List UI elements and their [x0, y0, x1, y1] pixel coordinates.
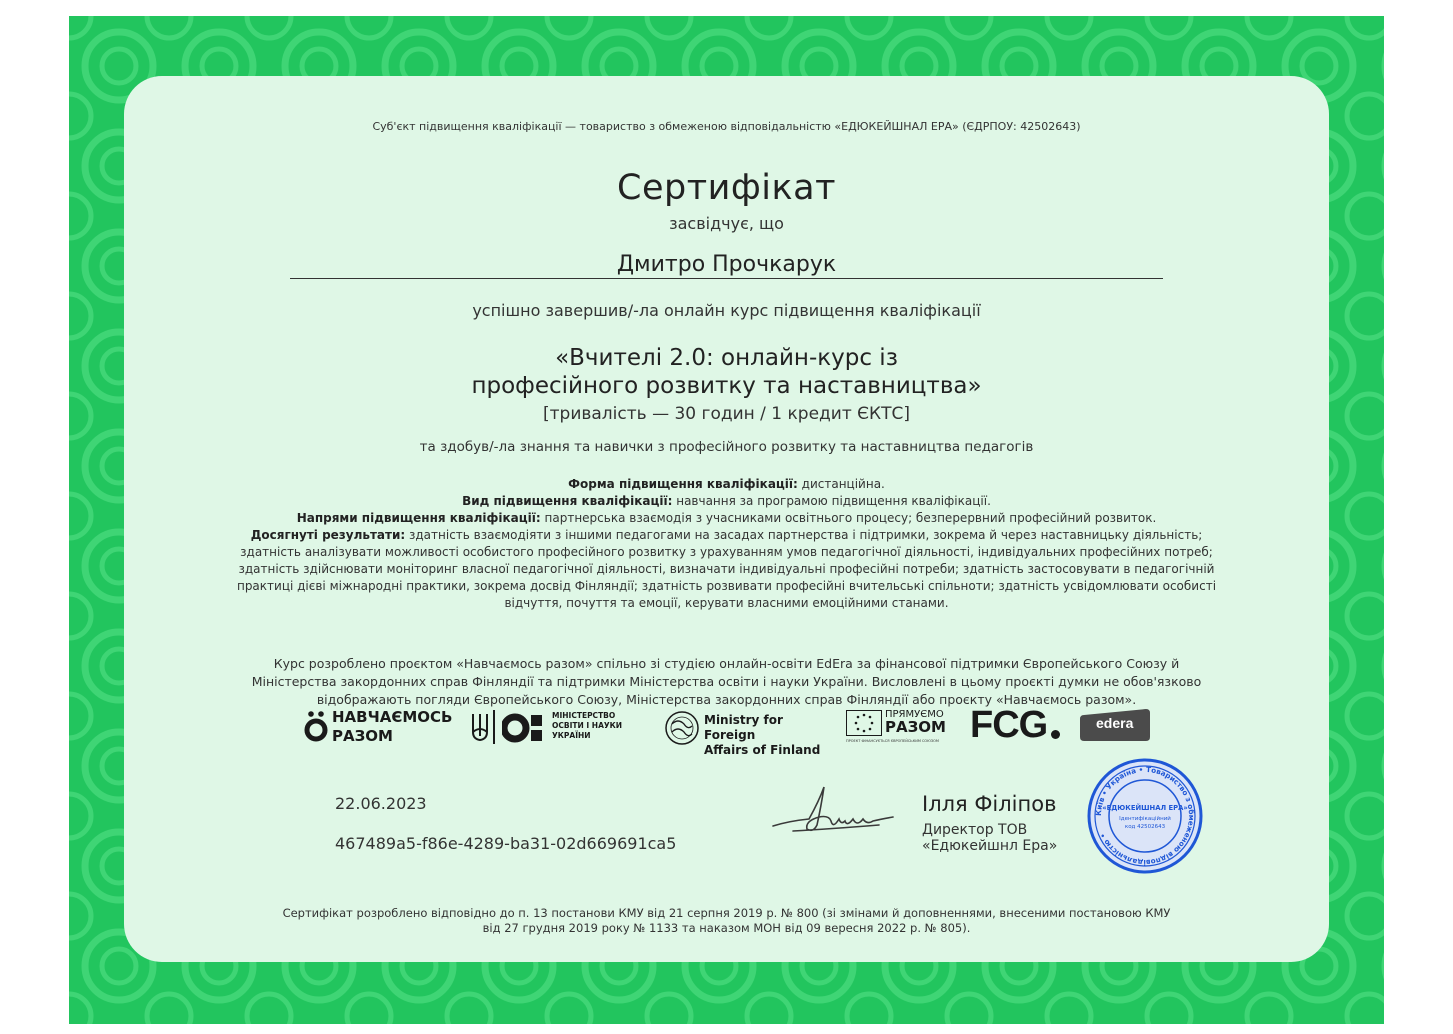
navchaemos-razom-logo	[304, 706, 454, 750]
seal-center-line2: Ідентифікаційний	[1119, 816, 1171, 822]
navchaemos-line2: РАЗОМ	[332, 727, 393, 745]
signer-role-line1: Директор ТОВ	[922, 822, 1028, 838]
course-title-line2: професійного розвитку та наставництва»	[471, 373, 982, 399]
seal-center-line3: код 42502643	[1124, 824, 1166, 830]
seal-outer-text: Київ • Україна • Товариство з обмеженою відповідальністю •	[1093, 764, 1197, 868]
pryamuemo-razom-logo	[846, 706, 956, 750]
course-duration: [тривалість — 30 годин / 1 кредит ЄКТС]	[543, 404, 910, 424]
mfa-globe-icon	[664, 710, 700, 746]
form-value: дистанційна.	[797, 477, 885, 491]
form-label: Форма підвищення кваліфікації:	[568, 477, 798, 491]
gained-skills-text: та здобув/-ла знання та навички з професійного розвитку та наставництва педагогів	[419, 439, 1034, 455]
course-title-line1: «Вчителі 2.0: онлайн-курс із	[555, 345, 898, 371]
results-row	[234, 527, 1219, 612]
pryamuemo-line1: ПРЯМУЄМО	[885, 709, 944, 720]
results-label: Досягнуті результати:	[250, 528, 406, 542]
qualification-details	[234, 476, 1219, 612]
type-value: навчання за програмою підвищення кваліфікації.	[672, 494, 991, 508]
legal-footnote: Сертифікат розроблено відповідно до п. 13 постанови КМУ від 21 серпня 2019 р. № 800 (зі змінами й доповненнями, внесеними постановою КМУ від 27 грудня 2019 року № 1133 та наказом МОН від 09 вересня 2022 р. № 805).	[282, 905, 1171, 935]
course-title	[124, 344, 1329, 400]
mon-line3: УКРАЇНИ	[552, 731, 591, 740]
eu-flag-icon	[846, 710, 882, 736]
seal-center-line1: «ЕДЮКЕЙШНАЛ ЕРА»	[1102, 804, 1188, 812]
name-underline	[290, 278, 1163, 279]
pryamuemo-line3: ПРОЕКТ ФІНАНСУЄТЬСЯ ЄВРОПЕЙСЬКИМ СОЮЗОМ	[846, 739, 939, 743]
recipient-name: Дмитро Прочкарук	[616, 252, 837, 277]
type-row	[234, 493, 1219, 510]
form-row	[234, 476, 1219, 493]
subject-line: Суб'єкт підвищення кваліфікації — товариство з обмеженою відповідальністю «ЕДЮКЕЙШНАЛ ЕРА» (ЄДРПОУ: 42502643)	[372, 120, 1081, 133]
type-label: Вид підвищення кваліфікації:	[462, 494, 673, 508]
issue-date: 22.06.2023	[335, 794, 427, 813]
edera-logo	[1080, 706, 1150, 750]
results-value: здатність взаємодіяти з іншими педагогами на засадах партнерства і підтримки, зокрема й через наставницьку діяльність; здатність аналізувати можливості особистого професійного розвитку з урахуванням умов педагогічної діяльності, індивідуальних професійних потреб; здатність здійснювати моніторинг власної педагогічної діяльності, визначати індивідуальні професійні потреби; здатність застосовувати в педагогічній практиці дієві міжнародні практики, зокрема досвід Фінляндії; здатність розвивати професійні вчительські спільноти; здатність усвідомлювати особисті відчуття, почуття та емоції, керувати власними емоційними станами.	[236, 528, 1217, 610]
certificate-title: Сертифікат	[617, 168, 836, 208]
navchaemos-line1: НАВЧАЄМОСЬ	[332, 708, 453, 726]
directions-value: партнерська взаємодія з учасниками освітнього процесу; безперервний професійний розвиток.	[540, 511, 1157, 525]
mon-ukraine-logo	[470, 706, 650, 750]
mon-mark-icon	[502, 713, 552, 743]
handwritten-signature	[769, 781, 899, 841]
signer-name: Ілля Філіпов	[922, 792, 1057, 816]
pryamuemo-line2: РАЗОМ	[885, 718, 946, 736]
mon-line1: МІНІСТЕРСТВО	[552, 711, 616, 720]
certificate-card	[124, 76, 1329, 962]
mfa-finland-logo	[664, 706, 834, 757]
directions-label: Напрями підвищення кваліфікації:	[296, 511, 541, 525]
edera-text: edera	[1096, 715, 1134, 731]
fcg-text: FCG	[970, 704, 1048, 746]
company-seal	[1086, 757, 1204, 875]
funding-note: Курс розроблено проєктом «Навчаємось разом» спільно зі студією онлайн-освіти EdEra за фінансової підтримки Європейського Союзу й Міністерства закордонних справ Фінляндії та підтримки Міністерства освіти і науки України. Висловлені в цьому проєкті думки не обов'язково відображають погляди Європейського Союзу, Міністерства закордонних справ Фінляндії або проєкту «Навчаємось разом».	[251, 655, 1202, 707]
fcg-logo	[970, 706, 1070, 750]
partner-logos	[294, 706, 1164, 756]
signer-role-line2: «Едюкейшнл Ера»	[922, 838, 1058, 854]
directions-row	[234, 510, 1219, 527]
navchaemos-emblem-icon	[304, 710, 328, 744]
mfa-line1: Ministry for Foreign	[704, 713, 783, 742]
mon-line2: ОСВІТИ І НАУКИ	[552, 721, 623, 730]
trident-icon	[470, 712, 490, 742]
certifies-text: засвідчує, що	[669, 214, 784, 233]
fcg-dot-icon	[1051, 730, 1060, 739]
completed-text: успішно завершив/-ла онлайн курс підвищення кваліфікації	[472, 301, 981, 320]
mfa-line2: Affairs of Finland	[704, 743, 821, 757]
certificate-id: 467489a5-f86e-4289-ba31-02d669691ca5	[335, 834, 677, 853]
